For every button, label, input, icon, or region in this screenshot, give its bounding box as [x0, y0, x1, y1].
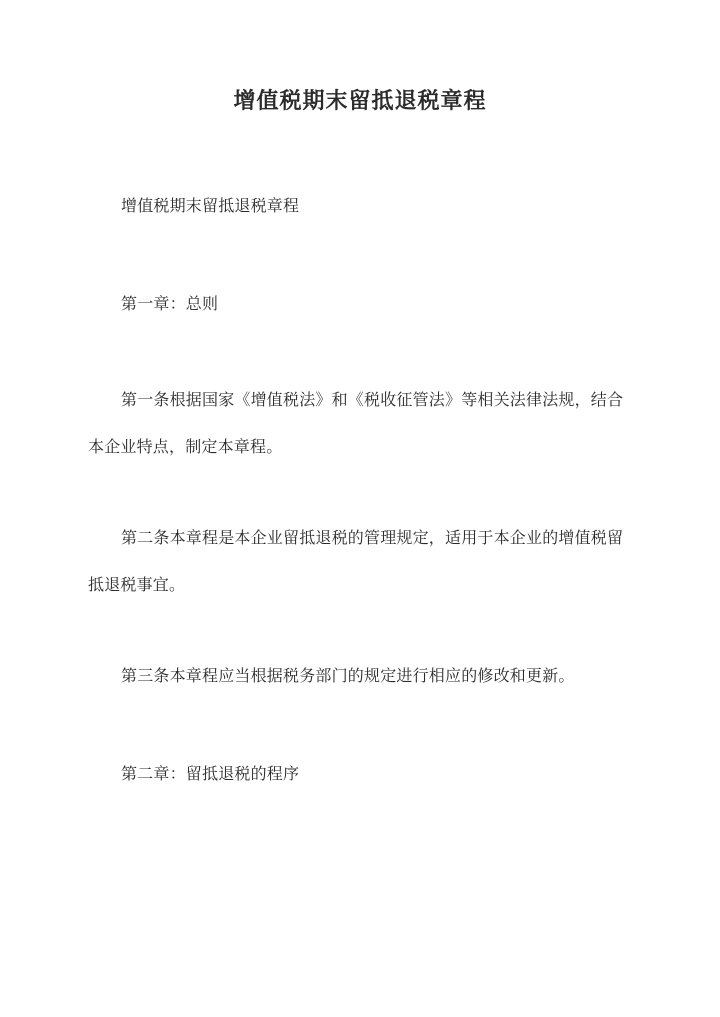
article-two-paragraph: 第二条本章程是本企业留抵退税的管理规定，适用于本企业的增值税留抵退税事宜。	[88, 528, 624, 594]
document-subtitle-paragraph: 增值税期末留抵退税章程	[121, 196, 300, 215]
article-three-paragraph: 第三条本章程应当根据税务部门的规定进行相应的修改和更新。	[121, 666, 575, 685]
document-title: 增值税期末留抵退税章程	[233, 88, 487, 114]
chapter-two-heading: 第二章：留抵退税的程序	[121, 764, 300, 783]
chapter-one-heading: 第一章：总则	[121, 294, 219, 313]
article-one-paragraph: 第一条根据国家《增值税法》和《税收征管法》等相关法律法规，结合本企业特点，制定本章程。	[88, 390, 624, 456]
